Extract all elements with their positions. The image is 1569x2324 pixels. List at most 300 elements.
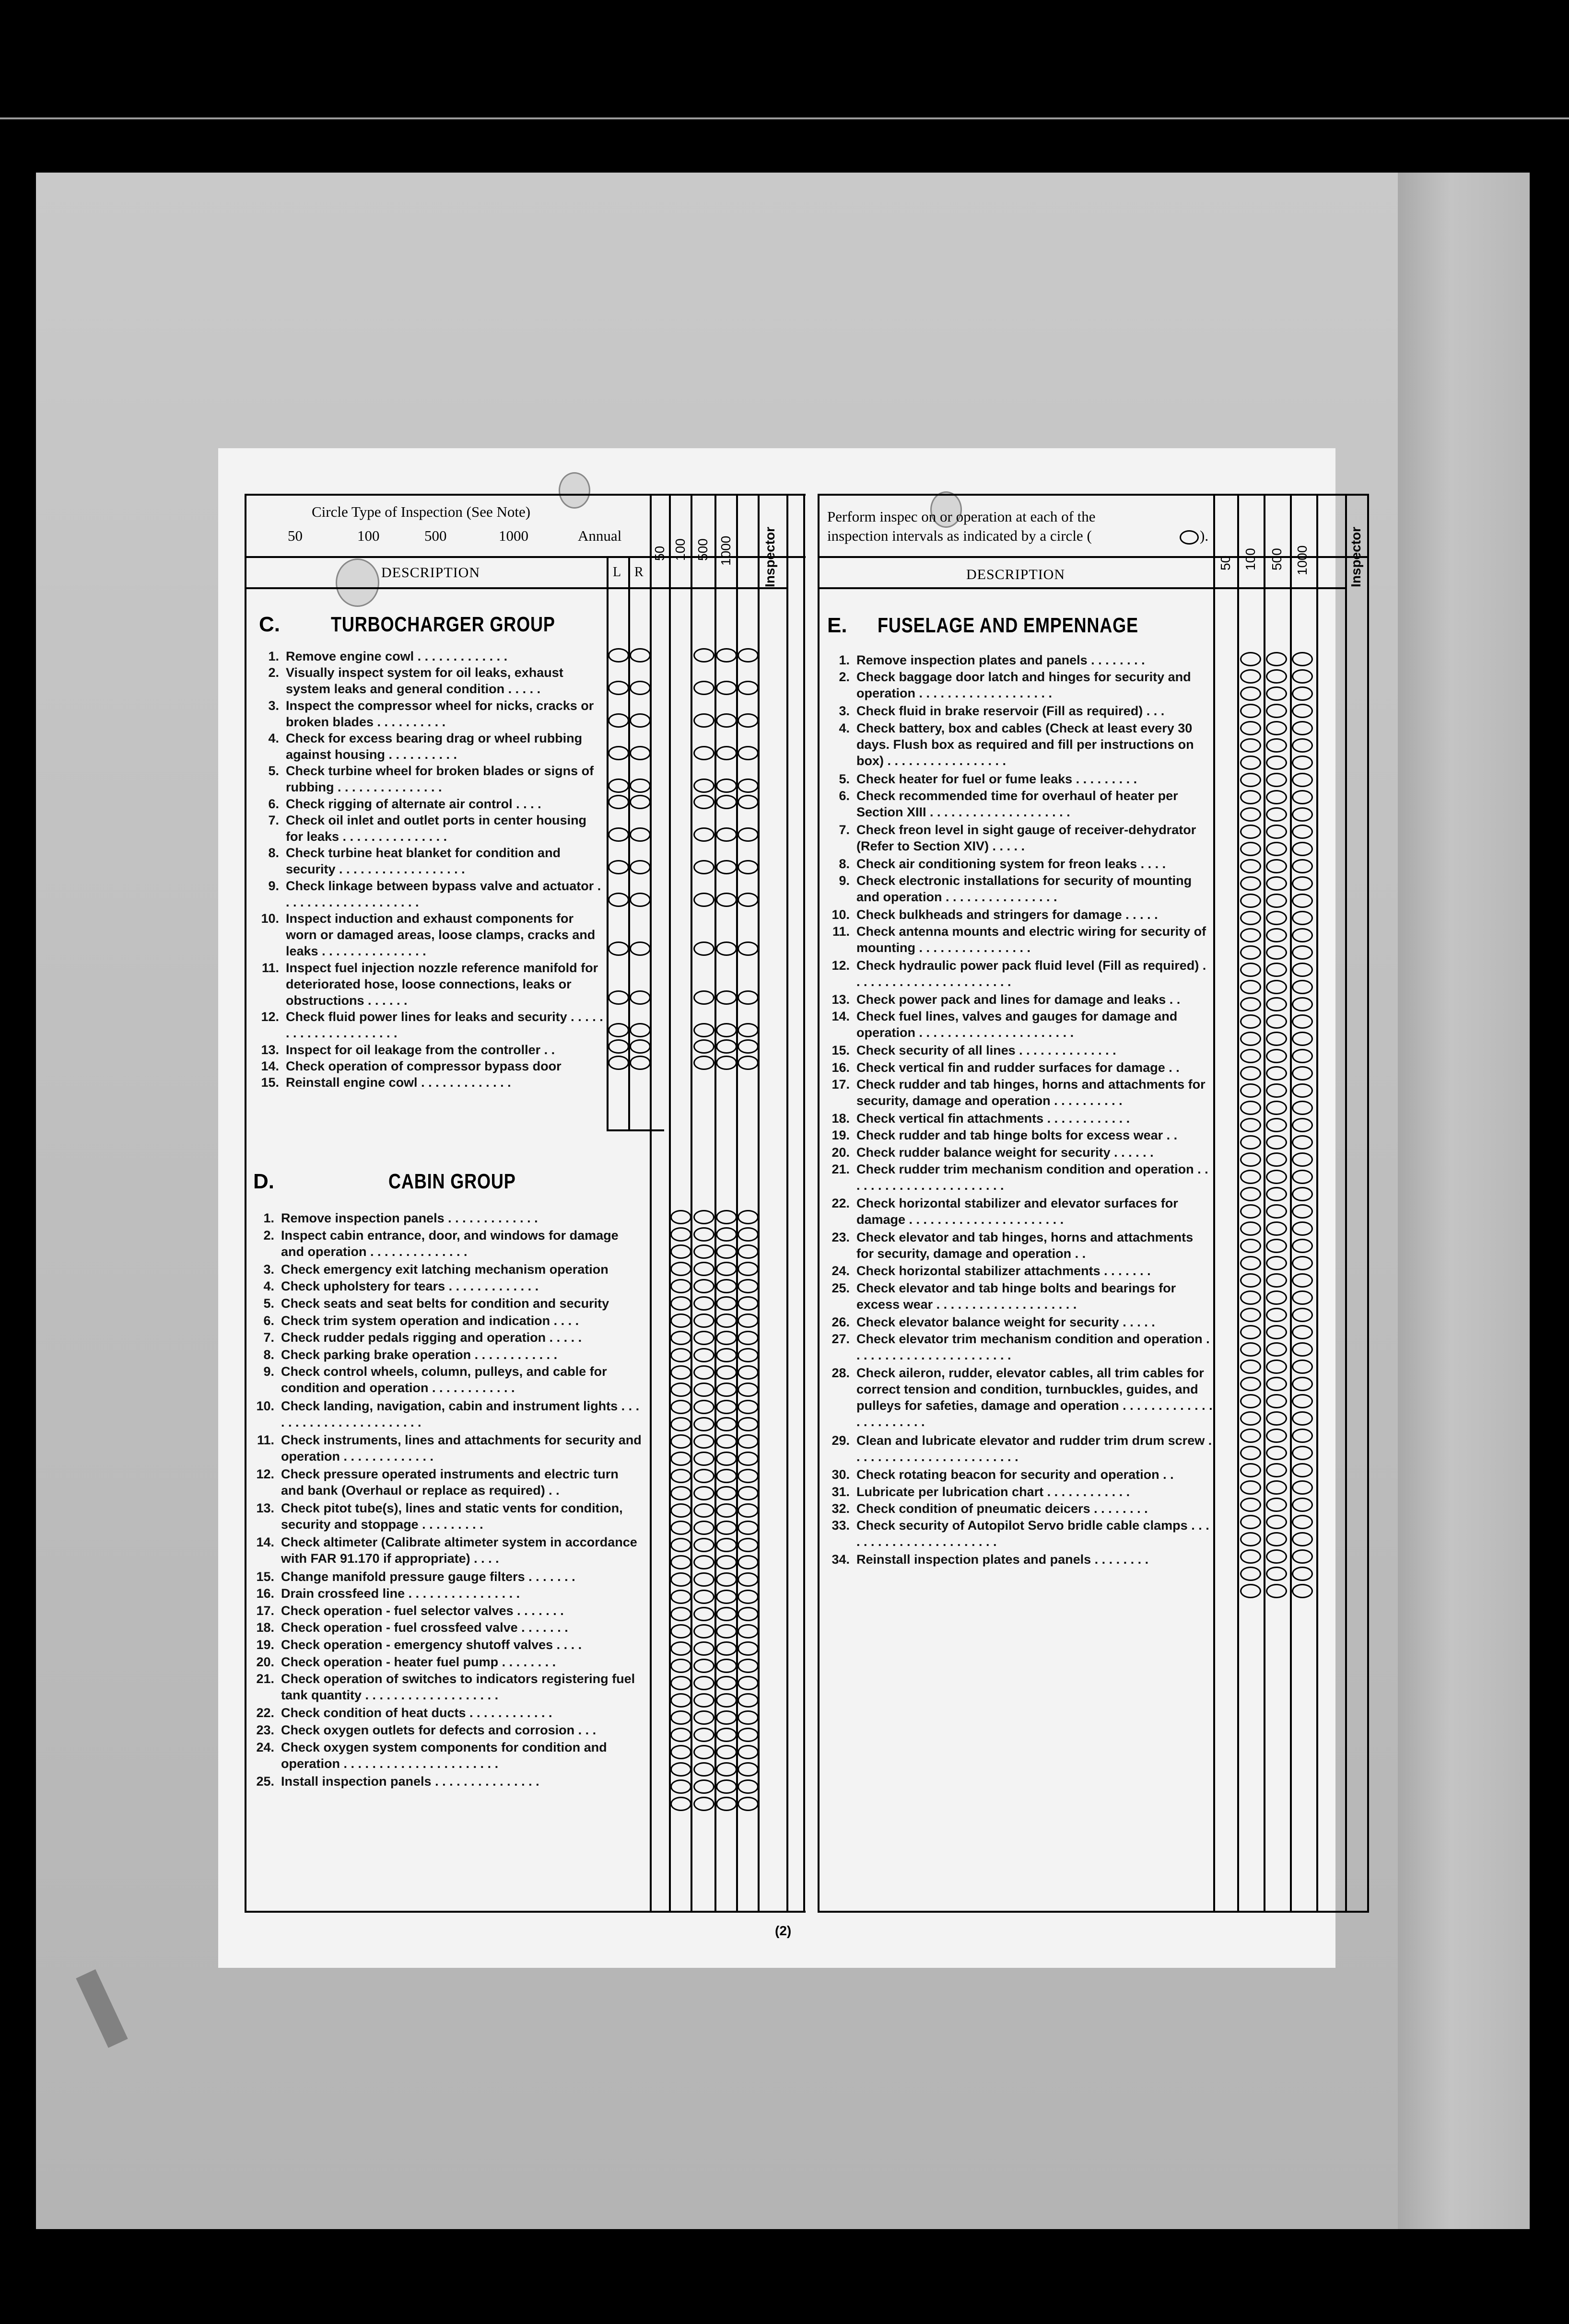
inspection-circle-icon xyxy=(716,1503,737,1518)
inspection-circle-icon xyxy=(1266,669,1287,684)
inspection-circle-icon xyxy=(1292,1584,1313,1598)
inspection-circle-icon xyxy=(1266,1584,1287,1598)
item-description: Check security of Autopilot Servo bridle cable clamps . . . . . . . . . . . . . . . . . . . . . . . xyxy=(856,1518,1209,1549)
item-description: Check parking brake operation . . . . . . . . . . . . xyxy=(281,1347,558,1362)
inspection-circle-icon xyxy=(716,1331,737,1345)
checklist-item xyxy=(249,796,604,812)
inspection-circle-icon xyxy=(693,1331,714,1345)
inspection-circle-icon xyxy=(1292,1515,1313,1529)
inspection-circle-icon xyxy=(1292,911,1313,925)
checklist-item xyxy=(820,1110,1213,1127)
item-number: 8. xyxy=(263,1347,274,1362)
inspection-circle-icon xyxy=(716,746,737,760)
checklist-item xyxy=(245,1500,645,1533)
checklist-item xyxy=(820,856,1213,872)
inspection-circle-icon xyxy=(1266,859,1287,873)
inspection-circle-icon xyxy=(716,1676,737,1690)
checklist-item xyxy=(820,1042,1213,1058)
item-number: 13. xyxy=(256,1501,274,1516)
item-number: 1. xyxy=(839,653,850,667)
item-number: 14. xyxy=(256,1535,274,1550)
inspection-circle-icon xyxy=(693,1452,714,1466)
inspection-circle-icon xyxy=(716,1624,737,1638)
item-description: Check upholstery for tears . . . . . . . . . . . . . xyxy=(281,1279,539,1294)
inspection-circle-icon xyxy=(670,1469,691,1483)
section-e-title: FUSELAGE AND EMPENNAGE xyxy=(878,614,1138,637)
inspection-circle-icon xyxy=(738,1331,759,1345)
item-description: Check condition of pneumatic deicers . . . . . . . . xyxy=(856,1501,1148,1516)
inspection-circle-icon xyxy=(1240,1014,1261,1029)
inspection-circle-icon xyxy=(693,1383,714,1397)
inspection-circle-icon xyxy=(738,1641,759,1656)
inspection-circle-icon xyxy=(716,827,737,842)
inspection-circle-icon xyxy=(1266,1480,1287,1495)
inspection-circle-icon xyxy=(670,1227,691,1242)
checklist-item xyxy=(249,812,604,845)
inspection-circle-icon xyxy=(1240,1480,1261,1495)
inspection-circle-icon xyxy=(738,1710,759,1725)
item-number: 15. xyxy=(256,1569,274,1584)
inspection-circle-icon xyxy=(738,1797,759,1811)
inspection-circle-icon xyxy=(670,1486,691,1500)
checklist-item xyxy=(245,1466,645,1499)
item-description: Check operation - fuel selector valves . . . . . . . xyxy=(281,1603,564,1618)
item-number: 8. xyxy=(839,856,850,871)
checklist-item xyxy=(245,1773,645,1789)
checklist-item xyxy=(245,1347,645,1363)
item-description: Check battery, box and cables (Check at least every 30 days. Flush box as required and fill per instructions on box) . . . . . . . . . . . . . . . . . xyxy=(856,720,1194,768)
col-1000-header-right: 1000 xyxy=(1295,545,1310,575)
checklist-item xyxy=(820,1517,1213,1550)
inspection-circle-icon xyxy=(1266,1204,1287,1219)
inspection-circle-icon xyxy=(670,1400,691,1414)
inspection-circle-icon xyxy=(1266,1411,1287,1426)
inspection-circle-icon xyxy=(716,795,737,809)
inspection-circle-icon xyxy=(738,1039,759,1054)
inspection-circle-icon xyxy=(1292,686,1313,701)
item-number: 21. xyxy=(831,1162,850,1176)
item-description: Check recommended time for overhaul of heater per Section XIII . . . . . . . . . . . . . . . . . . . . xyxy=(856,789,1178,820)
inspection-circle-icon xyxy=(630,990,651,1005)
inspection-circle-icon xyxy=(1266,738,1287,753)
inspection-circle-icon xyxy=(716,648,737,662)
item-description: Check operation of switches to indicators registering fuel tank quantity . . . . . . . . . . . . . . . . . . . xyxy=(281,1672,635,1703)
inspection-circle-icon xyxy=(738,1762,759,1777)
inspection-circle-icon xyxy=(1292,1187,1313,1201)
inspection-circle-icon xyxy=(1292,894,1313,908)
inspection-circle-icon xyxy=(1292,825,1313,839)
inspection-circle-icon xyxy=(693,827,714,842)
item-number: 31. xyxy=(831,1484,850,1499)
inspection-circle-icon xyxy=(738,1486,759,1500)
inspection-circle-icon xyxy=(1266,1549,1287,1564)
checklist-item xyxy=(245,1313,645,1329)
inspection-circle-icon xyxy=(716,1607,737,1621)
inspection-circle-icon xyxy=(693,779,714,793)
inspection-circle-icon xyxy=(1240,686,1261,701)
inspection-circle-icon xyxy=(1240,980,1261,994)
inspection-circle-icon xyxy=(1266,790,1287,804)
inspection-circle-icon xyxy=(738,1693,759,1708)
inspection-circle-icon xyxy=(738,1728,759,1742)
inspection-circle-icon xyxy=(1240,790,1261,804)
inspection-circle-icon xyxy=(1240,928,1261,942)
checklist-item xyxy=(245,1569,645,1585)
inspection-circle-icon xyxy=(1240,1290,1261,1305)
checklist-item xyxy=(820,703,1213,719)
inspection-circle-icon xyxy=(1292,1360,1313,1374)
inspection-circle-icon xyxy=(1240,945,1261,960)
inspection-circle-icon xyxy=(1240,1170,1261,1184)
checklist-item xyxy=(249,960,604,1009)
checklist-item xyxy=(245,1432,645,1464)
item-description: Check linkage between bypass valve and actuator . . . . . . . . . . . . . . . . . . . . xyxy=(286,878,601,909)
item-number: 25. xyxy=(831,1280,850,1295)
inspection-circle-icon xyxy=(738,1659,759,1673)
inspection-circle-icon xyxy=(738,713,759,728)
inspection-circle-icon xyxy=(1240,773,1261,787)
page-number: (2) xyxy=(775,1923,792,1938)
inspection-circle-icon xyxy=(1266,1515,1287,1529)
inspection-circle-icon xyxy=(670,1693,691,1708)
item-number: 5. xyxy=(839,771,850,786)
item-number: 3. xyxy=(263,1262,274,1277)
inspection-circle-icon xyxy=(716,1693,737,1708)
inspection-circle-icon xyxy=(670,1538,691,1552)
checklist-item xyxy=(820,669,1213,701)
inspection-circle-icon xyxy=(1266,1118,1287,1132)
inspection-circle-icon xyxy=(693,1400,714,1414)
item-description: Check power pack and lines for damage and leaks . . xyxy=(856,992,1181,1007)
item-number: 23. xyxy=(256,1723,274,1737)
inspection-circle-icon xyxy=(693,1348,714,1362)
inspection-circle-icon xyxy=(670,1607,691,1621)
checklist-item xyxy=(245,1398,645,1430)
item-number: 11. xyxy=(257,1432,274,1447)
item-description: Remove inspection plates and panels . . . . . . . . xyxy=(856,653,1145,667)
inspection-circle-icon xyxy=(738,990,759,1005)
inspection-circle-icon xyxy=(738,1572,759,1587)
inspection-circle-icon xyxy=(693,1023,714,1037)
item-number: 26. xyxy=(831,1314,850,1329)
inspection-circle-icon xyxy=(1240,876,1261,891)
inspection-circle-icon xyxy=(738,1417,759,1431)
inspection-circle-icon xyxy=(1292,1014,1313,1029)
item-description: Check vertical fin attachments . . . . . . . . . . . . xyxy=(856,1111,1130,1126)
inspection-circle-icon xyxy=(1292,1463,1313,1477)
inspection-circle-icon xyxy=(1292,1429,1313,1443)
item-number: 21. xyxy=(256,1672,274,1686)
item-description: Check vertical fin and rudder surfaces for damage . . xyxy=(856,1060,1180,1075)
item-number: 20. xyxy=(256,1654,274,1669)
inspection-circle-icon xyxy=(670,1762,691,1777)
inspection-circle-icon xyxy=(670,1555,691,1569)
inspection-circle-icon xyxy=(1240,1549,1261,1564)
inspection-circle-icon xyxy=(1266,686,1287,701)
item-description: Inspect induction and exhaust components for worn or damaged areas, loose clamps, cracks and leaks . . . . . . . . . . . . . . . xyxy=(286,911,596,959)
inspection-circle-icon xyxy=(738,827,759,842)
inspection-circle-icon xyxy=(693,860,714,874)
inspection-circle-icon xyxy=(1266,1377,1287,1391)
inspection-circle-icon xyxy=(716,941,737,956)
inspection-circle-icon xyxy=(1292,1032,1313,1046)
section-d-letter: D. xyxy=(253,1170,274,1193)
item-description: Drain crossfeed line . . . . . . . . . . . . . . . . xyxy=(281,1586,520,1601)
interval-500: 500 xyxy=(424,527,447,544)
inspection-circle-icon xyxy=(1266,1463,1287,1477)
section-c-letter: C. xyxy=(259,613,280,636)
inspection-circle-icon xyxy=(738,1434,759,1449)
checklist-item xyxy=(820,1229,1213,1262)
inspection-circle-icon xyxy=(1240,1515,1261,1529)
checklist-item xyxy=(249,730,604,763)
inspection-circle-icon xyxy=(1266,928,1287,942)
header-right-line2-end: ). xyxy=(1200,527,1209,544)
inspection-circle-icon xyxy=(1266,894,1287,908)
inspection-circle-icon xyxy=(716,1023,737,1037)
inspection-circle-icon xyxy=(1240,859,1261,873)
item-description: Check fluid power lines for leaks and security . . . . . . . . . . . . . . . . . . . . . xyxy=(286,1010,603,1041)
inspection-circle-icon xyxy=(693,1572,714,1587)
inspection-circle-icon xyxy=(738,860,759,874)
inspection-circle-icon xyxy=(1266,1498,1287,1512)
item-description: Check rudder trim mechanism condition and operation . . . . . . . . . . . . . . . . . . . . . . . xyxy=(856,1162,1208,1193)
description-header-right: DESCRIPTION xyxy=(966,567,1066,582)
item-number: 7. xyxy=(839,823,850,837)
inspection-circle-icon xyxy=(1292,755,1313,770)
inspection-circle-icon xyxy=(1266,980,1287,994)
inspection-circle-icon xyxy=(738,1365,759,1380)
inspection-circle-icon xyxy=(693,1590,714,1604)
inspection-circle-icon xyxy=(738,1056,759,1070)
item-number: 1. xyxy=(268,649,279,663)
item-number: 30. xyxy=(831,1467,850,1482)
inspection-circle-icon xyxy=(716,1365,737,1380)
item-description: Check elevator and tab hinge bolts and bearings for excess wear . . . . . . . . . . . . . . . . . . . . xyxy=(856,1280,1176,1312)
col-100-header-right: 100 xyxy=(1243,548,1258,570)
inspection-circle-icon xyxy=(693,1210,714,1224)
inspection-circle-icon xyxy=(716,1348,737,1362)
col-inspector-header-right: Inspector xyxy=(1348,526,1363,587)
inspection-circle-icon xyxy=(1292,773,1313,787)
col-50-header: 50 xyxy=(652,546,667,561)
checklist-item xyxy=(820,1280,1213,1313)
inspection-circle-icon xyxy=(670,1452,691,1466)
checklist-item xyxy=(820,788,1213,820)
inspection-circle-icon xyxy=(738,1745,759,1759)
inspection-circle-icon xyxy=(1240,1532,1261,1546)
inspection-circle-icon xyxy=(716,1521,737,1535)
item-description: Check elevator balance weight for security . . . . . xyxy=(856,1314,1155,1329)
inspection-circle-icon xyxy=(630,893,651,907)
item-number: 28. xyxy=(831,1365,850,1380)
inspection-circle-icon xyxy=(630,827,651,842)
inspection-circle-icon xyxy=(608,713,629,728)
inspection-circle-icon xyxy=(738,1624,759,1638)
item-number: 8. xyxy=(268,846,279,860)
checklist-item xyxy=(820,1059,1213,1076)
inspection-circle-icon xyxy=(608,681,629,695)
inspection-circle-icon xyxy=(716,1296,737,1311)
item-number: 33. xyxy=(831,1518,850,1533)
inspection-circle-icon xyxy=(738,1313,759,1328)
item-number: 14. xyxy=(831,1009,850,1024)
interval-100: 100 xyxy=(357,527,380,544)
checklist-item xyxy=(245,1363,645,1396)
checklist-item xyxy=(820,872,1213,905)
inspection-circle-icon xyxy=(716,1590,737,1604)
inspection-circle-icon xyxy=(608,1056,629,1070)
inspection-circle-icon xyxy=(1266,911,1287,925)
item-number: 2. xyxy=(263,1228,274,1243)
item-number: 19. xyxy=(256,1638,274,1652)
item-number: 15. xyxy=(261,1075,279,1090)
inspection-circle-icon xyxy=(1240,1118,1261,1132)
inspection-circle-icon xyxy=(716,1555,737,1569)
checklist-item xyxy=(245,1739,645,1772)
item-description: Check oil inlet and outlet ports in center housing for leaks . . . . . . . . . . . . . . . xyxy=(286,813,587,844)
inspection-circle-icon xyxy=(1266,1567,1287,1581)
checklist-item xyxy=(820,1365,1213,1430)
inspection-circle-icon xyxy=(1240,1083,1261,1098)
inspection-circle-icon xyxy=(738,1244,759,1259)
inspection-circle-icon xyxy=(670,1348,691,1362)
inspection-circle-icon xyxy=(716,1244,737,1259)
inspection-circle-icon xyxy=(670,1590,691,1604)
inspection-circle-icon xyxy=(693,1486,714,1500)
inspection-circle-icon xyxy=(693,1555,714,1569)
inspection-circle-icon xyxy=(738,779,759,793)
inspection-circle-icon xyxy=(716,1486,737,1500)
inspection-circle-icon xyxy=(1240,1429,1261,1443)
inspection-circle-icon xyxy=(693,713,714,728)
item-description: Inspect for oil leakage from the controller . . xyxy=(286,1042,555,1057)
item-description: Check fuel lines, valves and gauges for damage and operation . . . . . . . . . . . . . . . . . . . . . . xyxy=(856,1009,1178,1040)
checklist-item xyxy=(245,1654,645,1670)
item-description: Remove engine cowl . . . . . . . . . . . . . xyxy=(286,649,508,663)
inspection-circle-icon xyxy=(1240,1032,1261,1046)
inspection-circle-icon xyxy=(670,1434,691,1449)
item-description: Reinstall inspection plates and panels . . . . . . . . xyxy=(856,1552,1149,1567)
inspection-circle-icon xyxy=(1240,1567,1261,1581)
inspection-circle-icon xyxy=(1266,1290,1287,1305)
inspection-circle-icon xyxy=(1266,755,1287,770)
inspection-circle-icon xyxy=(693,1039,714,1054)
inspection-circle-icon xyxy=(1266,1066,1287,1081)
interval-1000: 1000 xyxy=(499,527,528,544)
inspection-circle-icon xyxy=(1292,1532,1313,1546)
checklist-item xyxy=(820,1161,1213,1194)
inspection-circle-icon xyxy=(1266,652,1287,666)
inspection-circle-icon xyxy=(738,1607,759,1621)
inspection-circle-icon xyxy=(630,648,651,662)
inspection-circle-icon xyxy=(693,1607,714,1621)
inspection-circle-icon xyxy=(716,990,737,1005)
inspection-circle-icon xyxy=(608,990,629,1005)
item-number: 32. xyxy=(831,1501,850,1516)
inspection-circle-icon xyxy=(630,1056,651,1070)
inspection-circle-icon xyxy=(738,1383,759,1397)
inspection-circle-icon xyxy=(608,893,629,907)
checklist-item xyxy=(245,1722,645,1738)
inspection-circle-icon xyxy=(716,1762,737,1777)
inspection-circle-icon xyxy=(670,1279,691,1293)
header-right-line1: Perform inspec on or operation at each of the xyxy=(827,508,1096,525)
inspection-circle-icon xyxy=(1240,1446,1261,1460)
item-number: 1. xyxy=(263,1211,274,1225)
inspection-circle-icon xyxy=(693,1693,714,1708)
inspection-circle-icon xyxy=(630,860,651,874)
inspection-circle-icon xyxy=(1240,1187,1261,1201)
inspection-circle-icon xyxy=(716,1538,737,1552)
col-1000-header: 1000 xyxy=(718,535,733,566)
inspection-circle-icon xyxy=(693,1056,714,1070)
checklist-item xyxy=(245,1585,645,1602)
checklist-item xyxy=(245,1278,645,1294)
inspection-circle-icon xyxy=(670,1676,691,1690)
inspection-circle-icon xyxy=(693,1624,714,1638)
item-number: 24. xyxy=(256,1740,274,1755)
inspection-circle-icon xyxy=(670,1779,691,1794)
checklist-item xyxy=(820,771,1213,787)
inspection-circle-icon xyxy=(1266,1049,1287,1063)
inspection-circle-icon xyxy=(738,1023,759,1037)
inspection-circle-icon xyxy=(1240,1342,1261,1357)
item-number: 7. xyxy=(268,813,279,827)
inspection-circle-icon xyxy=(1266,1342,1287,1357)
checklist-item xyxy=(245,1619,645,1636)
item-number: 20. xyxy=(831,1145,850,1160)
item-number: 9. xyxy=(839,873,850,888)
inspection-circle-icon xyxy=(1240,738,1261,753)
item-number: 23. xyxy=(831,1230,850,1244)
inspection-circle-icon xyxy=(716,713,737,728)
item-description: Check electronic installations for security of mounting and operation . . . . . . . . . . . . . . . . xyxy=(856,873,1192,905)
inspection-circle-icon xyxy=(1292,1204,1313,1219)
item-description: Check trim system operation and indication . . . . xyxy=(281,1313,579,1328)
inspection-circle-icon xyxy=(670,1641,691,1656)
inspection-circle-icon xyxy=(693,1244,714,1259)
inspection-circle-icon xyxy=(693,1728,714,1742)
item-number: 17. xyxy=(831,1077,850,1092)
inspection-circle-icon xyxy=(738,795,759,809)
col-500-header: 500 xyxy=(695,538,710,561)
inspection-circle-icon xyxy=(693,1503,714,1518)
inspection-circle-icon xyxy=(1292,1152,1313,1167)
inspection-circle-icon xyxy=(1292,945,1313,960)
checklist-item xyxy=(249,1074,604,1091)
inspection-circle-icon xyxy=(738,1503,759,1518)
header-right-line2: inspection intervals as indicated by a circle ( xyxy=(827,527,1092,544)
item-number: 16. xyxy=(256,1586,274,1601)
inspection-circle-icon xyxy=(1266,1429,1287,1443)
item-description: Check rudder pedals rigging and operation . . . . . xyxy=(281,1330,582,1345)
inspection-circle-icon xyxy=(670,1745,691,1759)
item-description: Clean and lubricate elevator and rudder trim drum screw . . . . . . . . . . . . . . . . . . . . . . . . xyxy=(856,1433,1212,1464)
inspection-circle-icon xyxy=(1292,1239,1313,1253)
inspection-circle-icon xyxy=(716,779,737,793)
item-description: Check hydraulic power pack fluid level (Fill as required) . . . . . . . . . . . . . . . . . . . . . . . xyxy=(856,958,1206,989)
item-description: Visually inspect system for oil leaks, exhaust system leaks and general condition . . . . . xyxy=(286,665,563,697)
inspection-circle-icon xyxy=(738,893,759,907)
item-description: Inspect cabin entrance, door, and windows for damage and operation . . . . . . . . . . . . . . xyxy=(281,1228,619,1259)
item-description: Check horizontal stabilizer and elevator surfaces for damage . . . . . . . . . . . . . . . . . . . . . . xyxy=(856,1196,1178,1227)
item-description: Check elevator and tab hinges, horns and attachments for security, damage and operation . . xyxy=(856,1230,1194,1261)
inspection-circle-icon xyxy=(1292,1083,1313,1098)
section-d-title: CABIN GROUP xyxy=(388,1170,516,1193)
item-description: Check instruments, lines and attachments for security and operation . . . . . . . . . . . . . xyxy=(281,1432,642,1464)
inspection-circle-icon xyxy=(738,1279,759,1293)
